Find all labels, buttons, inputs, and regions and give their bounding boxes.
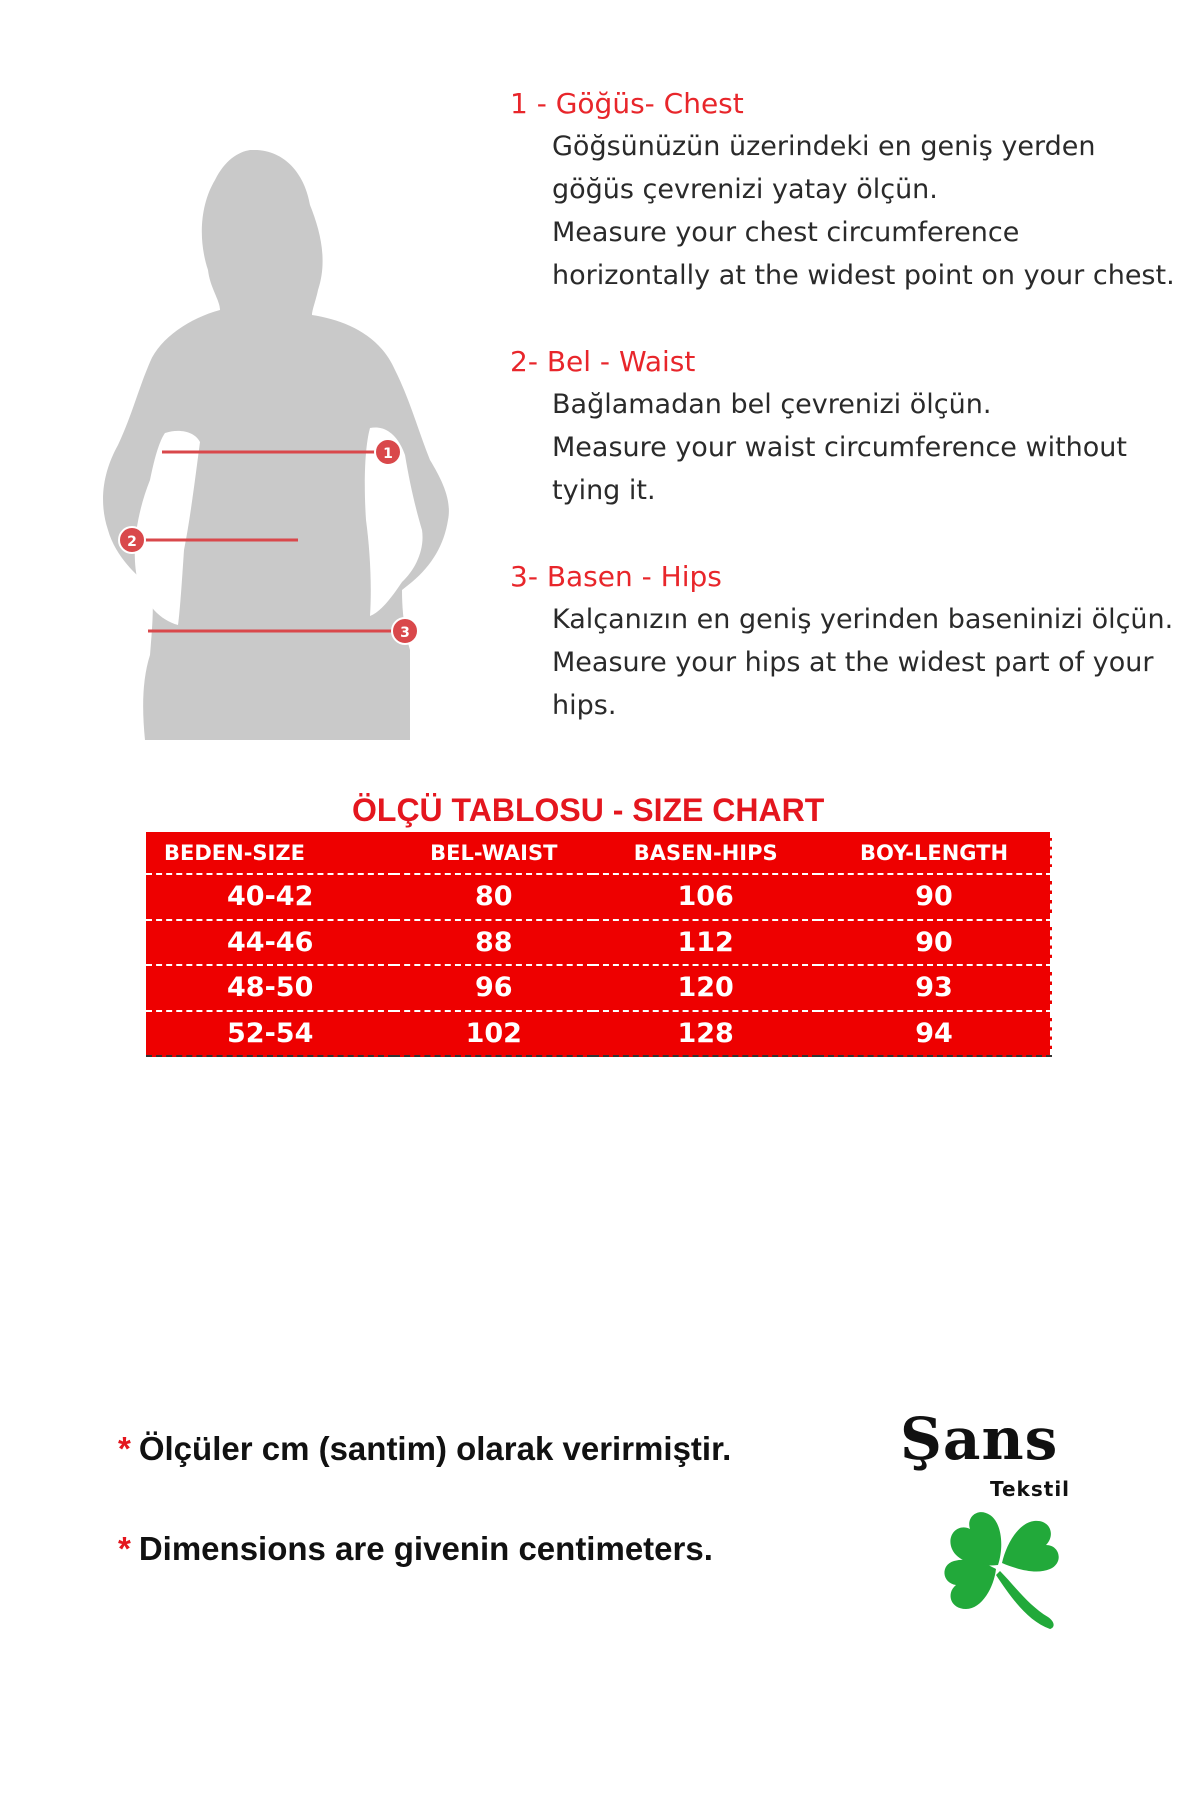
cell-size: 40-42 xyxy=(146,874,394,920)
hips-instruction xyxy=(510,555,1180,727)
waist-text-tr: Bağlamadan bel çevrenizi ölçün. xyxy=(552,389,992,420)
marker-1: 1 xyxy=(383,446,393,462)
chest-text-tr: Göğsünüzün üzerindeki en geniş yerden göğüs çevrenizi yatay ölçün. xyxy=(552,131,1096,205)
body-measurement-figure xyxy=(80,150,480,740)
header-size: BEDEN-SIZE xyxy=(146,832,394,874)
chest-instruction xyxy=(510,82,1180,297)
header-waist: BEL-WAIST xyxy=(394,832,593,874)
clover-icon xyxy=(930,1505,1080,1635)
marker-2: 2 xyxy=(127,534,137,550)
chest-text-en: Measure your chest circumference horizontally at the widest point on your chest. xyxy=(552,217,1175,291)
measurement-instructions xyxy=(510,82,1180,770)
table-row xyxy=(146,874,1051,920)
size-chart-table xyxy=(146,832,1052,1057)
chest-title: 1 - Göğüs- Chest xyxy=(510,87,744,120)
waist-text-en: Measure your waist circumference without tying it. xyxy=(552,432,1127,506)
table-row xyxy=(146,965,1051,1011)
note-units-en xyxy=(118,1530,731,1568)
size-chart-title: ÖLÇÜ TABLOSU - SIZE CHART xyxy=(352,792,825,828)
note-units-tr-text: Ölçüler cm (santim) olarak verirmiştir. xyxy=(138,1430,732,1467)
cell-length: 94 xyxy=(818,1011,1051,1057)
cell-waist: 80 xyxy=(394,874,593,920)
cell-size: 44-46 xyxy=(146,920,394,966)
cell-hips: 106 xyxy=(593,874,818,920)
cell-waist: 102 xyxy=(394,1011,593,1057)
brand-sub: Tekstil xyxy=(990,1477,1071,1501)
marker-3: 3 xyxy=(400,625,410,641)
asterisk: * xyxy=(118,1430,131,1467)
cell-waist: 96 xyxy=(394,965,593,1011)
header-length: BOY-LENGTH xyxy=(818,832,1051,874)
cell-length: 90 xyxy=(818,920,1051,966)
cell-length: 90 xyxy=(818,874,1051,920)
cell-waist: 88 xyxy=(394,920,593,966)
hips-title: 3- Basen - Hips xyxy=(510,560,722,593)
hips-text-en: Measure your hips at the widest part of your hips. xyxy=(552,647,1154,721)
table-row xyxy=(146,920,1051,966)
waist-title: 2- Bel - Waist xyxy=(510,345,696,378)
brand-name: Şans xyxy=(900,1405,1059,1473)
notes xyxy=(118,1430,731,1630)
asterisk: * xyxy=(118,1530,131,1567)
header-hips: BASEN-HIPS xyxy=(593,832,818,874)
size-chart-header-row xyxy=(146,832,1051,874)
note-units-en-text: Dimensions are givenin centimeters. xyxy=(138,1530,713,1567)
note-units-tr xyxy=(118,1430,731,1468)
cell-size: 48-50 xyxy=(146,965,394,1011)
hips-text-tr: Kalçanızın en geniş yerinden baseninizi ölçün. xyxy=(552,604,1174,635)
cell-length: 93 xyxy=(818,965,1051,1011)
cell-hips: 112 xyxy=(593,920,818,966)
brand-logo xyxy=(900,1405,1080,1635)
waist-instruction xyxy=(510,340,1180,512)
cell-hips: 120 xyxy=(593,965,818,1011)
cell-size: 52-54 xyxy=(146,1011,394,1057)
cell-hips: 128 xyxy=(593,1011,818,1057)
table-row xyxy=(146,1011,1051,1057)
